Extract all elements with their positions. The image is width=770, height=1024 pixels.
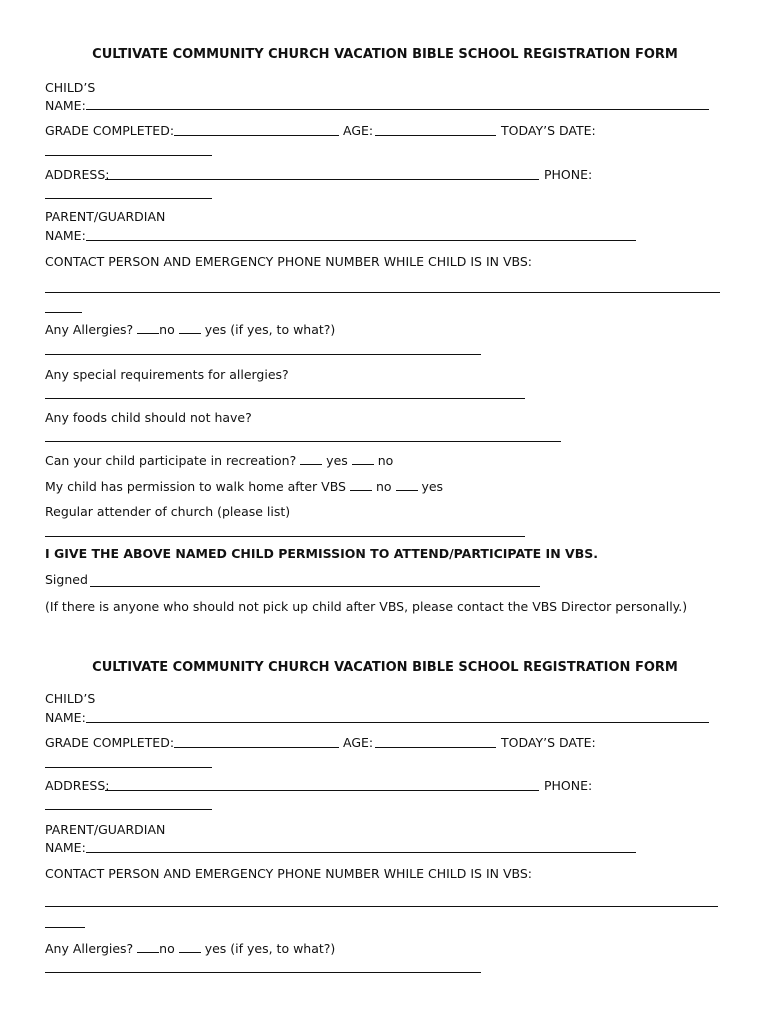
form-1-recreation-question: Can your child participate in recreation? [45,453,301,468]
form-1-special-field[interactable] [45,398,525,399]
form-2-phone-label: PHONE: [544,778,593,793]
form-1-regular-label: Regular attender of church (please list) [45,504,291,519]
form-2-allergies-yes-blank[interactable] [179,952,201,953]
form-1-grade-label: GRADE COMPLETED: [45,123,175,138]
form-1-childs-label: CHILD’S [45,80,96,95]
form-2-phone-field[interactable] [45,809,212,810]
form-1-regular-field[interactable] [45,536,525,537]
form-2-title: CULTIVATE COMMUNITY CHURCH VACATION BIBLE SCHOOL REGISTRATION FORM [92,660,678,675]
form-1-note: (If there is anyone who should not pick up child after VBS, please contact the VBS Director personally.) [45,599,688,614]
form-2-today-label: TODAY’S DATE: [501,735,596,750]
form-1-walk-row [45,479,443,495]
form-1-age-field[interactable] [375,135,496,136]
form-1-contact-field-cont[interactable] [45,312,82,313]
form-1-recreation-yes-blank[interactable] [300,464,322,465]
form-2-date-field[interactable] [45,767,212,768]
form-1-name-label: NAME: [45,98,86,113]
form-1-allergies-no-label: no [159,322,175,337]
form-1-recreation-row [45,453,393,469]
form-2-allergies-no-label: no [159,941,175,956]
form-1-foods-label: Any foods child should not have? [45,410,252,425]
form-2-parent-label: PARENT/GUARDIAN [45,822,166,837]
form-1-foods-field[interactable] [45,441,561,442]
form-1-contact-field[interactable] [45,292,720,293]
form-2-child-name-field[interactable] [86,722,709,723]
form-1-recreation-no-blank[interactable] [352,464,374,465]
form-1-walk-yes-label: yes [417,479,444,494]
form-1-allergies-yes-blank[interactable] [179,333,201,334]
form-1-allergies-question: Any Allergies? [45,322,138,337]
form-1-allergies-row [45,322,335,338]
form-1-today-label: TODAY’S DATE: [501,123,596,138]
form-2-parent-name-field[interactable] [86,852,636,853]
form-1-phone-field[interactable] [45,198,212,199]
form-1-parent-name-label: NAME: [45,228,86,243]
form-1-address-field[interactable] [105,179,539,180]
form-2-allergies-question: Any Allergies? [45,941,138,956]
form-1-walk-question: My child has permission to walk home after VBS [45,479,350,494]
form-2-grade-label: GRADE COMPLETED: [45,735,175,750]
form-2-name-label: NAME: [45,710,86,725]
form-2-allergies-no-blank[interactable] [137,952,159,953]
form-2-contact-label: CONTACT PERSON AND EMERGENCY PHONE NUMBER WHILE CHILD IS IN VBS: [45,866,533,881]
form-2-age-label: AGE: [343,735,374,750]
form-1-age-label: AGE: [343,123,374,138]
form-2-contact-field[interactable] [45,906,718,907]
form-1-title: CULTIVATE COMMUNITY CHURCH VACATION BIBLE SCHOOL REGISTRATION FORM [92,47,678,62]
form-1-allergies-field[interactable] [45,354,481,355]
form-2-allergies-row [45,941,335,957]
form-1-phone-label: PHONE: [544,167,593,182]
form-1-child-name-field[interactable] [86,109,709,110]
form-2-childs-label: CHILD’S [45,691,96,706]
form-2-parent-name-label: NAME: [45,840,86,855]
form-2-contact-field-cont[interactable] [45,927,85,928]
form-1-parent-name-field[interactable] [86,240,636,241]
form-1-walk-no-blank[interactable] [350,490,372,491]
form-1-address-label: ADDRESS: [45,167,110,182]
form-2-allergies-field[interactable] [45,972,481,973]
form-1-recreation-no-label: no [373,453,394,468]
form-1-parent-label: PARENT/GUARDIAN [45,209,166,224]
form-1-contact-label: CONTACT PERSON AND EMERGENCY PHONE NUMBER WHILE CHILD IS IN VBS: [45,254,533,269]
form-1-permission-statement: I GIVE THE ABOVE NAMED CHILD PERMISSION TO ATTEND/PARTICIPATE IN VBS. [45,546,598,561]
form-1-grade-field[interactable] [174,135,339,136]
form-2-grade-field[interactable] [174,747,339,748]
form-1-recreation-yes-label: yes [322,453,352,468]
form-1-walk-yes-blank[interactable] [396,490,418,491]
form-1-walk-no-label: no [371,479,396,494]
form-1-signature-field[interactable] [90,586,540,587]
form-1-signed-label: Signed [45,572,88,587]
form-1-allergies-yes-label: yes (if yes, to what?) [200,322,336,337]
form-1-date-field[interactable] [45,155,212,156]
form-2-allergies-yes-label: yes (if yes, to what?) [200,941,336,956]
form-2-address-label: ADDRESS: [45,778,110,793]
form-2-address-field[interactable] [105,790,539,791]
form-2-age-field[interactable] [375,747,496,748]
form-1-special-label: Any special requirements for allergies? [45,367,289,382]
form-1-allergies-no-blank[interactable] [137,333,159,334]
